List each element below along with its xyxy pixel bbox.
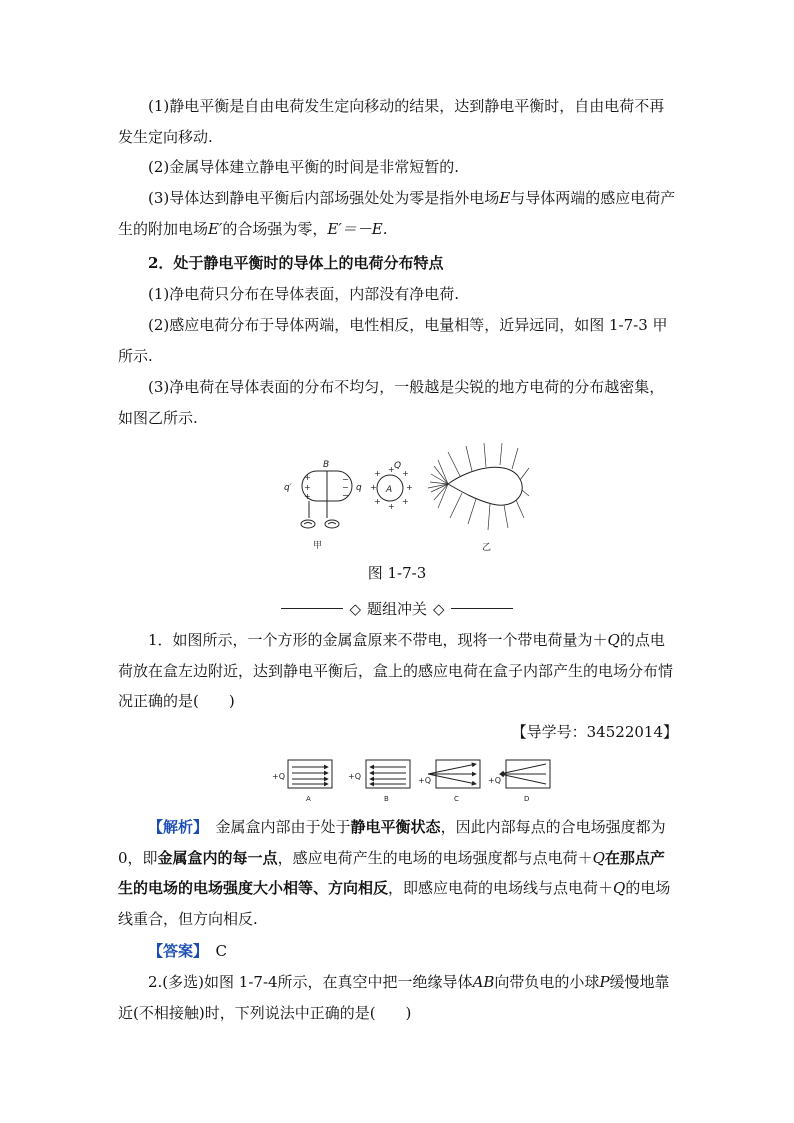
- text: 的合场强为零，: [222, 219, 328, 238]
- paragraph-3: [118, 183, 678, 244]
- svg-text:+: +: [374, 469, 381, 478]
- symbol-Q: Q: [613, 879, 626, 897]
- option-D-label: D: [524, 795, 530, 803]
- label-Q: Q: [394, 461, 402, 471]
- paragraph-4: (1)净电荷只分布在导体表面，内部没有净电荷.: [148, 285, 460, 303]
- section-divider: [0, 594, 794, 619]
- svg-text:+: +: [370, 483, 377, 492]
- text: 金属盒内的每一点: [157, 848, 278, 867]
- text: ，感应电荷产生的电场的电场强度都与点电荷＋: [277, 848, 593, 867]
- charge-label: +Q: [418, 776, 431, 785]
- label-yi: 乙: [482, 543, 492, 553]
- charge-label: +Q: [488, 776, 501, 785]
- svg-text:+: +: [304, 492, 311, 501]
- text: ，即感应电荷的电场线与点电荷＋: [388, 879, 614, 897]
- text: 在那点产生的电场的电场强度大小相等、方向相反: [118, 848, 665, 897]
- symbol-P: P: [599, 973, 610, 991]
- heading-2: 2．处于静电平衡时的导体上的电荷分布特点: [148, 254, 444, 272]
- question-1-options-figure: [270, 757, 560, 805]
- figure-caption: 图 1-7-3: [367, 564, 427, 582]
- label-B: B: [323, 460, 330, 470]
- symbol-Q: Q: [607, 631, 620, 649]
- paragraph-6: (3)净电荷在导体表面的分布不均匀，一般越是尖锐的地方电荷的分布越密集，如图乙所示.: [118, 378, 665, 427]
- diamond-icon: ◇: [433, 599, 445, 618]
- symbol-E: E: [499, 189, 511, 207]
- symbol-Q: Q: [592, 848, 605, 867]
- figure-1-7-3: [280, 438, 530, 556]
- answer-tag: 【答案】: [148, 942, 201, 960]
- symbol-E-prime: E′: [208, 219, 223, 238]
- equation: E′＝－E.: [327, 219, 388, 238]
- question-1: [118, 625, 678, 717]
- text: 1．如图所示，一个方形的金属盒原来不带电，现将一个带电荷量为＋: [148, 631, 608, 649]
- diamond-icon: ◇: [349, 599, 361, 618]
- section-title: 题组冲关: [366, 599, 427, 618]
- svg-text:−: −: [342, 483, 349, 492]
- option-D-diagram: [488, 760, 550, 803]
- text: 与导体两端的感应电荷产生的附加电场: [118, 189, 676, 238]
- option-B-label: B: [384, 795, 389, 803]
- divider-line-right: [451, 608, 513, 609]
- label-jia: 甲: [313, 541, 323, 551]
- question-2: [118, 967, 678, 1028]
- text: 静电平衡状态: [350, 818, 441, 836]
- svg-text:+: +: [402, 497, 409, 506]
- answer: [118, 936, 678, 967]
- label-q: q: [356, 483, 362, 493]
- guide-number: 【导学号：34522014】: [511, 723, 678, 741]
- svg-text:+: +: [304, 483, 311, 492]
- text: 向带负电的小球: [494, 973, 600, 991]
- option-B-diagram: [348, 760, 410, 803]
- text: 缓慢地靠近(不相接触)时，下列说法中正确的是( ): [118, 973, 670, 1022]
- option-C-label: C: [454, 795, 459, 803]
- svg-text:−: −: [342, 491, 349, 500]
- option-A-diagram: [272, 760, 332, 803]
- svg-text:−: −: [342, 475, 349, 484]
- charge-label: +Q: [348, 772, 361, 781]
- analysis-tag: 【解析】: [148, 818, 201, 836]
- svg-text:+: +: [406, 483, 413, 492]
- text: 2.(多选)如图 1-7-4所示，在真空中把一绝缘导体: [148, 973, 473, 991]
- divider-line-left: [281, 608, 343, 609]
- svg-text:+: +: [388, 465, 395, 474]
- option-C-diagram: [418, 760, 480, 803]
- paragraph-2: (2)金属导体建立静电平衡的时间是非常短暂的.: [148, 158, 460, 176]
- svg-text:+: +: [304, 473, 311, 482]
- text: (3)导体达到静电平衡后内部场强处处为零是指外电场: [148, 189, 500, 207]
- text: 的点电荷放在盒左边附近，达到静电平衡后，盒上的感应电荷在盒子内部产生的电场分布情况正确的是( ): [118, 631, 674, 710]
- figure-yi: [428, 443, 529, 530]
- text: 的电场线重合，但方向相反.: [118, 879, 671, 928]
- charge-label: +Q: [272, 772, 285, 781]
- label-A: A: [386, 485, 393, 495]
- text: ，因此内部每点的合电场强度都为 0，即: [118, 818, 666, 867]
- symbol-AB: AB: [472, 973, 495, 991]
- label-q-prime: q′: [284, 483, 292, 493]
- svg-text:+: +: [402, 469, 409, 478]
- analysis: [118, 812, 678, 934]
- text: 金属盒内部由于处于: [215, 818, 351, 836]
- paragraph-1: (1)静电平衡是自由电荷发生定向移动的结果，达到静电平衡时，自由电荷不再发生定向移动.: [118, 97, 665, 146]
- svg-text:+: +: [388, 502, 395, 511]
- answer-value: C: [215, 942, 228, 960]
- svg-text:+: +: [374, 497, 381, 506]
- paragraph-5: (2)感应电荷分布于导体两端，电性相反，电量相等，近异远同，如图 1-7-3 甲所示.: [118, 316, 668, 365]
- option-A-label: A: [306, 795, 311, 803]
